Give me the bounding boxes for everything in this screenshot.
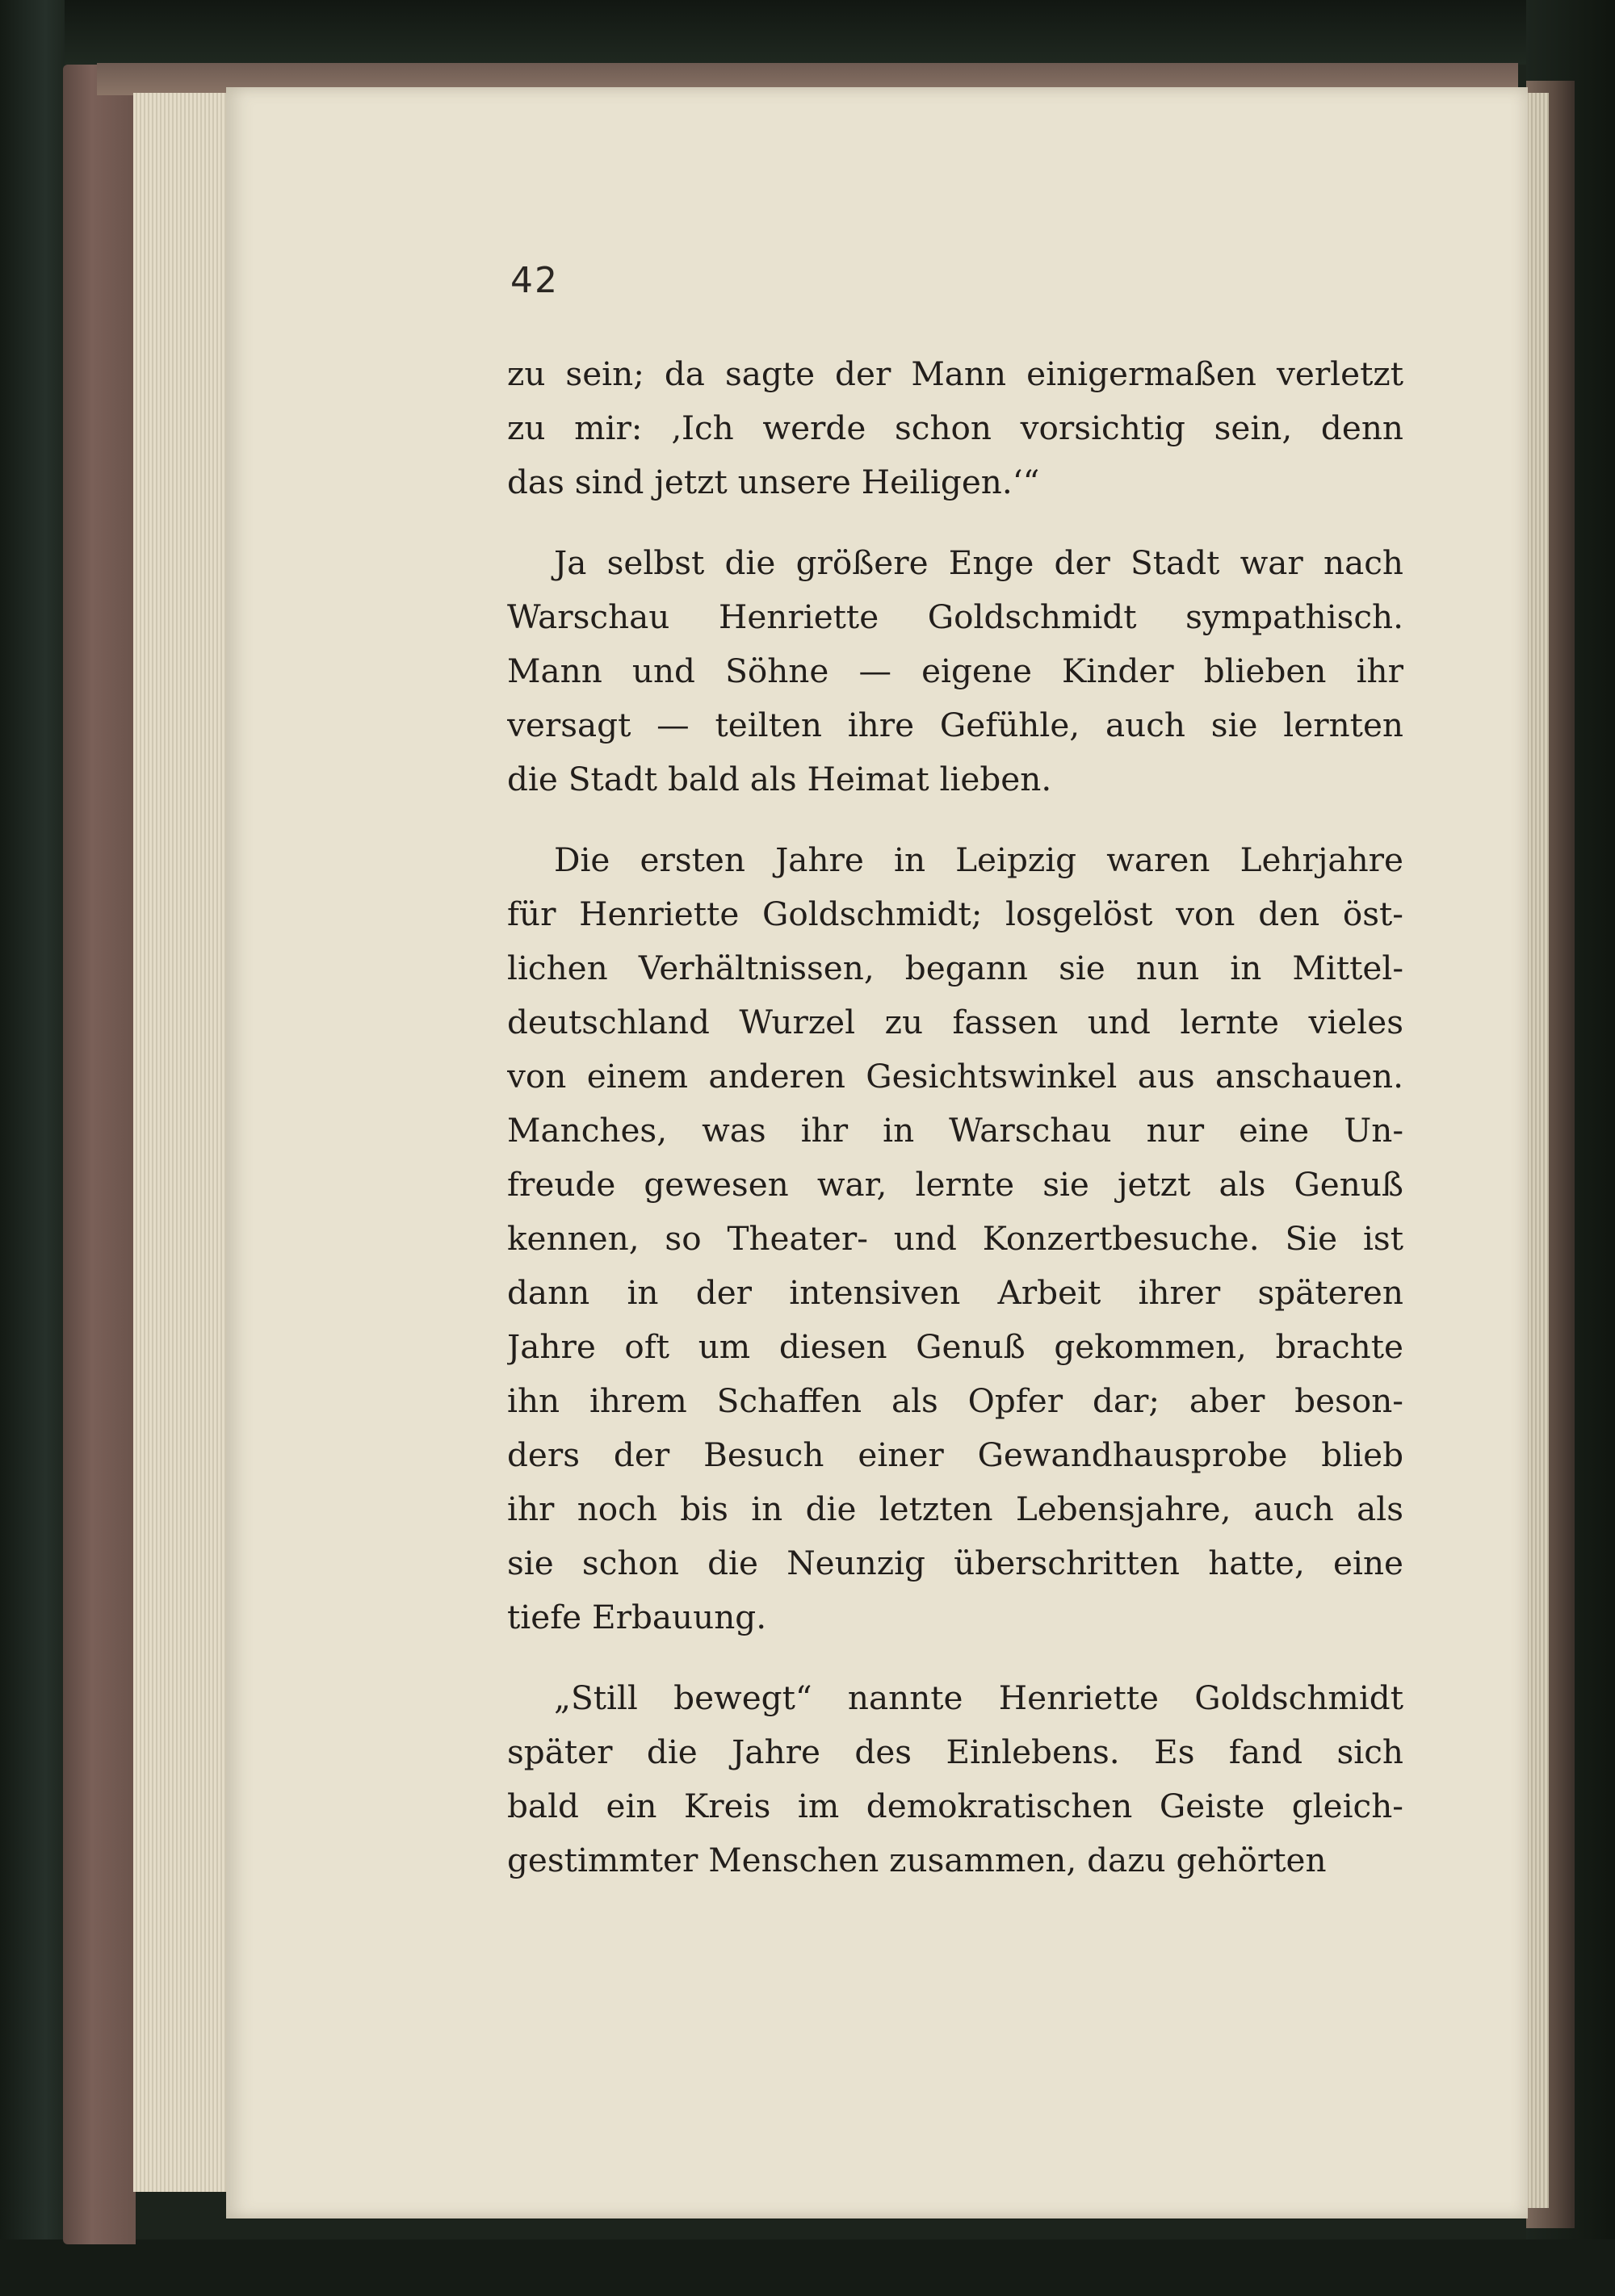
background-top [0,0,1615,65]
text-line: das sind jetzt unsere Heiligen.‘“ [507,463,1040,501]
page-stack-left [133,93,230,2192]
text-line: ihr noch bis in die letzten Lebensjahre, auch als [507,1489,1403,1528]
text-line: später die Jahre des Einlebens. Es fand sich [507,1732,1403,1771]
text-line: zu sein; da sagte der Mann einigermaßen verletzt [507,354,1403,393]
text-line: lichen Verhältnissen, begann sie nun in Mittel- [507,949,1403,987]
paragraph [507,1671,1403,1887]
text-line: die Stadt bald als Heimat lieben. [507,760,1052,798]
text-line: kennen, so Theater- und Konzertbesuche. Sie ist [507,1219,1403,1258]
text-line: von einem anderen Gesichtswinkel aus anschauen. [507,1057,1403,1096]
paragraph-gap [507,509,1403,536]
text-line: freude gewesen war, lernte sie jetzt als Genuß [507,1165,1403,1204]
background-bottom [0,2239,1615,2296]
text-line: dann in der intensiven Arbeit ihrer späteren [507,1273,1403,1312]
text-line: ihn ihrem Schaffen als Opfer dar; aber beson- [507,1381,1403,1420]
text-line: Warschau Henriette Goldschmidt sympathisch. [507,597,1403,636]
paragraph-gap [507,1644,1403,1671]
text-line: Jahre oft um diesen Genuß gekommen, brachte [507,1327,1403,1366]
text-line: versagt — teilten ihre Gefühle, auch sie lernten [507,706,1403,744]
text-line: sie schon die Neunzig überschritten hatte, eine [507,1544,1403,1582]
paragraph [507,833,1403,1644]
text-line: „Still bewegt“ nannte Henriette Goldschmidt [554,1678,1403,1717]
text-line: ders der Besuch einer Gewandhausprobe blieb [507,1435,1403,1474]
page-text [507,347,1403,1887]
page-number: 42 [510,260,559,301]
text-line: Mann und Söhne — eigene Kinder blieben ihr [507,652,1403,690]
text-line: Manches, was ihr in Warschau nur eine Un- [507,1111,1403,1150]
paragraph-gap [507,807,1403,833]
text-line: zu mir: ‚Ich werde schon vorsichtig sein, denn [507,409,1403,447]
text-line: Ja selbst die größere Enge der Stadt war nach [554,543,1403,582]
book-cover-left-edge [63,65,136,2244]
paragraph [507,536,1403,807]
paragraph [507,347,1403,509]
background-left [0,0,65,2296]
text-line: Die ersten Jahre in Leipzig waren Lehrjahre [554,840,1403,879]
text-line: bald ein Kreis im demokratischen Geiste gleich- [507,1787,1403,1825]
text-line: deutschland Wurzel zu fassen und lernte vieles [507,1003,1403,1041]
text-line: tiefe Erbauung. [507,1598,767,1636]
page-stack-right [1525,93,1549,2208]
text-line: für Henriette Goldschmidt; losgelöst von den öst- [507,895,1403,933]
text-line: gestimmter Menschen zusammen, dazu gehörten [507,1841,1327,1879]
